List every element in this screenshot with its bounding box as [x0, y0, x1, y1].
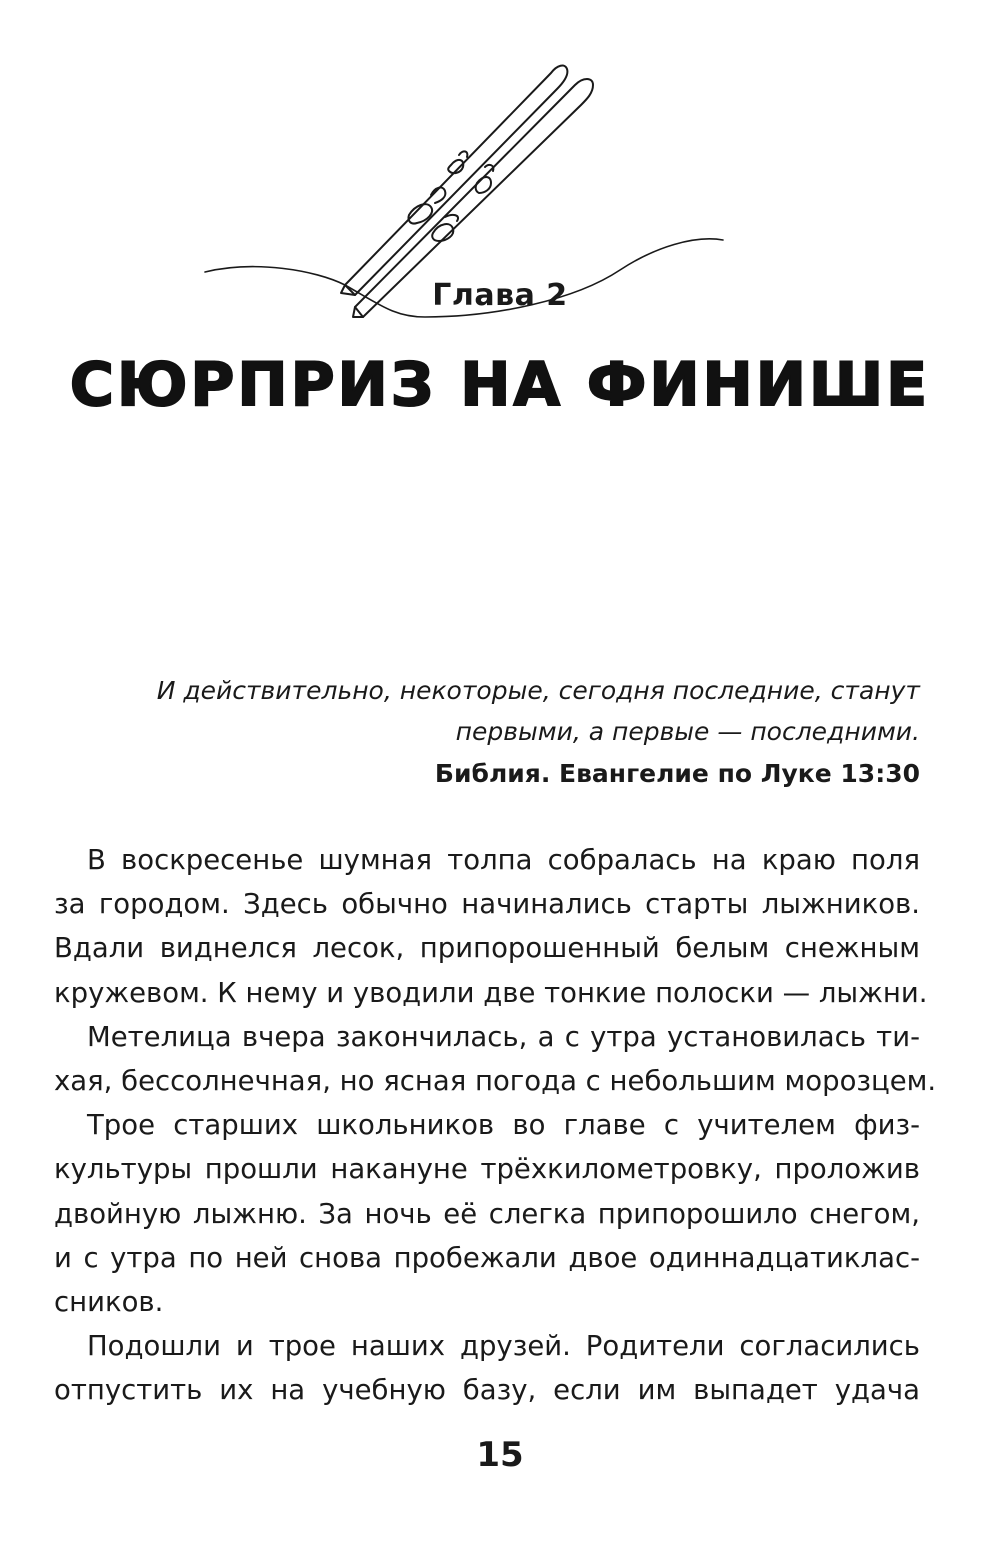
- epigraph-source: Библия. Евангелие по Луке 13:30: [434, 759, 920, 788]
- text-line: Трое старших школьников во главе с учителем физ-: [87, 1109, 920, 1142]
- text-line: В воскресенье шумная толпа собралась на краю поля: [87, 844, 920, 876]
- text-line: Подошли и трое наших друзей. Родители согласились: [87, 1330, 920, 1363]
- text-line: кружевом. К нему и уводили две тонкие полоски — лыжни.: [54, 976, 928, 1009]
- text-line: сников.: [54, 1286, 164, 1319]
- text-line: отпустить их на учебную базу, если им выпадет удача: [54, 1374, 920, 1407]
- epigraph-line: первыми, а первые — последними.: [455, 717, 920, 746]
- text-line: культуры прошли накануне трёхкилометровку, проложив: [54, 1153, 920, 1186]
- chapter-title: СЮРПРИЗ НА ФИНИШЕ: [69, 350, 931, 420]
- text-line: Вдали виднелся лесок, припорошенный белым снежным: [54, 932, 920, 965]
- text-line: Метелица вчера закончилась, а с утра установилась ти-: [87, 1020, 920, 1053]
- epigraph-line: И действительно, некоторые, сегодня последние, станут: [156, 676, 920, 705]
- text-line: и с утра по ней снова пробежали двое одиннадцатиклас-: [54, 1241, 920, 1274]
- page-number: 15: [476, 1435, 524, 1475]
- text-line: двойную лыжню. За ночь её слегка припорошило снегом,: [54, 1197, 920, 1230]
- text-line: хая, бессолнечная, но ясная погода с небольшим морозцем.: [54, 1065, 937, 1098]
- epigraph: [100, 670, 920, 796]
- body-text: [54, 838, 937, 1413]
- chapter-label: Глава 2: [432, 278, 568, 313]
- text-line: за городом. Здесь обычно начинались старты лыжников.: [54, 888, 920, 921]
